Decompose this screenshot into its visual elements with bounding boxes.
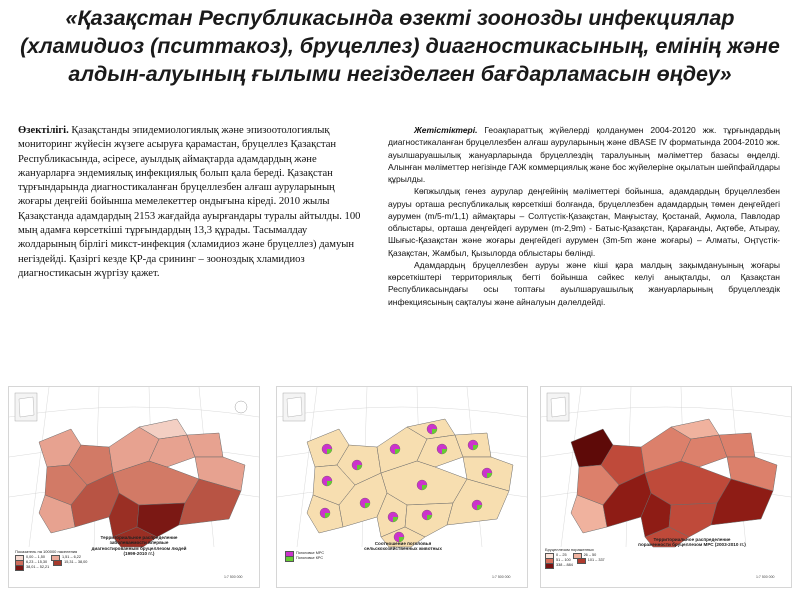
map-sheep-regions bbox=[571, 419, 777, 547]
map-sheep-legend-title: Бруцеллезом пораженных bbox=[545, 547, 594, 552]
legend-swatch bbox=[15, 565, 24, 571]
legend-entry bbox=[577, 558, 605, 563]
legend-label: 38,01 – 52,21 bbox=[26, 565, 50, 569]
legend-label: 15,31 – 38,00 bbox=[64, 560, 88, 564]
legend-label: 6,23 – 15,30 bbox=[26, 560, 48, 564]
map-human-caption: Территориальное распределение заболеваемости впервые диагностированным бруцеллезом людей (1999-2010 гг.) bbox=[91, 535, 187, 557]
map-livestock-scale: 1:7 500 000 bbox=[492, 575, 511, 579]
map-human-scale: 1:7 500 000 bbox=[224, 575, 243, 579]
relevance-text: Қазақстанды эпидемиологиялық және эпизоотологиялық мониторинг жүйесін жүзеге асыруға қарамастан, бруцеллез Қазақстан Республикасында, әсіресе, ауылдық аймақтарда адамдардың және жануарларға эндемиялық инфекциялық болып қала береді. Қазақстан тұрғындарында диагностикаланған бруцеллезбен алғаш ауруларының жоғары деңгейі бойынша мемелекеттер ондығына кіреді. 2010 жылы Қазақстанда адамдардың 2153 жағдайда ауырғандары туралы айтылды. 100 мың адамға көрсеткіші тұрғындардың 13,3 құрады. Тасымалдау жолдарының бірлігі микст-инфекция (хламидиоз және бруцеллез) дамуын негіздейді. Қазіргі кезде ҚР-да срининг – зооноздық хламидиоз диагностикасын жүргізу қажет. bbox=[18, 125, 361, 279]
achievements-p2: Көпжылдық генез аурулар деңгейінің мәліметтері бойынша, адамдардың бруцеллезбен ауруы орташа республикалық көрсеткіші болғанда, бруцеллезбен адамдардың төмен деңгейдегі аурумен (m/5-m/1,1) аймақтары – Солтүстік-Қазақстан, Маңғыстау, Қостанай, Ақмола, Павлодар облыстары, орташа деңгейдегі аурумен (m-2,9m) - Батыс-Қазақстан, Қарағанды, Ақтөбе, Атырау, Шығыс-Қазақстан және жоғары деңгейдегі аурумен (3m-5m және жоғары) – Алматы, Оңтүстік-Қазақстан, Жамбыл, Қызылорда облыстары бөлінді. bbox=[388, 186, 780, 258]
map-human-regions bbox=[39, 419, 245, 547]
achievements-section bbox=[388, 124, 780, 308]
map-human-legend bbox=[15, 549, 95, 570]
map-livestock-legend bbox=[285, 551, 345, 561]
page-title: «Қазақстан Республикасында өзекті зоонозды инфекциялар (хламидиоз (пситтакоз), бруцеллез) диагностикасының, емінің және алдын-алуының ғылыми негізделген бағдарламасын өңдеу» bbox=[20, 6, 780, 86]
relevance-heading: Өзектілігі. bbox=[18, 125, 69, 136]
achievements-p1: Геоақпараттық жүйелерді қолданумен 2004-20120 жж. тұрғындардың диагностикаланған бруцеллезбен алғаш ауруларының және dBASE IV форматында 2004-2010 жж. ауылшаруашылық жануарларында бруцеллездің таралуының мәліметтер базасы өңделді. Алынған мәліметтер негізінде ГАЖ коммерциялық және бос жүйелеріне оқылатын шейпфайлдары құрылды. bbox=[388, 125, 780, 184]
map-livestock-regions bbox=[307, 419, 513, 547]
legend-label: 338 – 884 bbox=[556, 563, 573, 567]
legend-label: 0 – 25 bbox=[556, 553, 567, 557]
legend-label: 26 – 50 bbox=[583, 553, 597, 557]
legend-label: 1,51 – 6,22 bbox=[62, 555, 82, 559]
map-human-legend-title: Показатель на 100000 населения bbox=[15, 549, 78, 554]
map-livestock-caption: Соотношение поголовья сельскохозяйственных животных bbox=[364, 541, 442, 552]
legend-entry bbox=[545, 563, 573, 568]
map-sheep-caption: Территориальное распределение пораженности бруцеллезом МРС (2003-2010 гг.) bbox=[638, 537, 746, 548]
legend-swatch bbox=[53, 560, 62, 566]
legend-entry bbox=[285, 556, 345, 561]
legend-entry bbox=[53, 560, 87, 565]
legend-label: 0,00 – 1,50 bbox=[26, 555, 46, 559]
legend-label: 51 – 100 bbox=[556, 558, 571, 562]
legend-swatch bbox=[545, 563, 554, 569]
achievements-p3: Адамдардың бруцеллезбен ауруы және кіші қара малдың зақымдануының жоғары көрсеткіштері территориялық бегті бойынша сәйкес келуі анықталды, ол Қазақстан Республикасындағы осы топтағы ауылшаруашылық жануарларының бруцеллездік инфекциясының сақталуы және айналуын дәлелдейді. bbox=[388, 259, 780, 307]
relevance-section bbox=[18, 124, 368, 281]
legend-label: Поголовье МРС bbox=[296, 551, 325, 555]
legend-label: Поголовье КРС bbox=[296, 556, 324, 560]
legend-label: 101 – 337 bbox=[587, 558, 605, 562]
achievements-heading: Жетістіктері. bbox=[414, 125, 478, 135]
map-sheep-legend bbox=[545, 547, 625, 568]
map-livestock bbox=[276, 386, 528, 588]
legend-swatch bbox=[285, 556, 294, 562]
legend-swatch bbox=[577, 558, 586, 564]
map-sheep-brucellosis bbox=[540, 386, 792, 588]
map-human-incidence bbox=[8, 386, 260, 588]
legend-entry bbox=[15, 565, 49, 570]
map-sheep-scale: 1:7 500 000 bbox=[756, 575, 775, 579]
